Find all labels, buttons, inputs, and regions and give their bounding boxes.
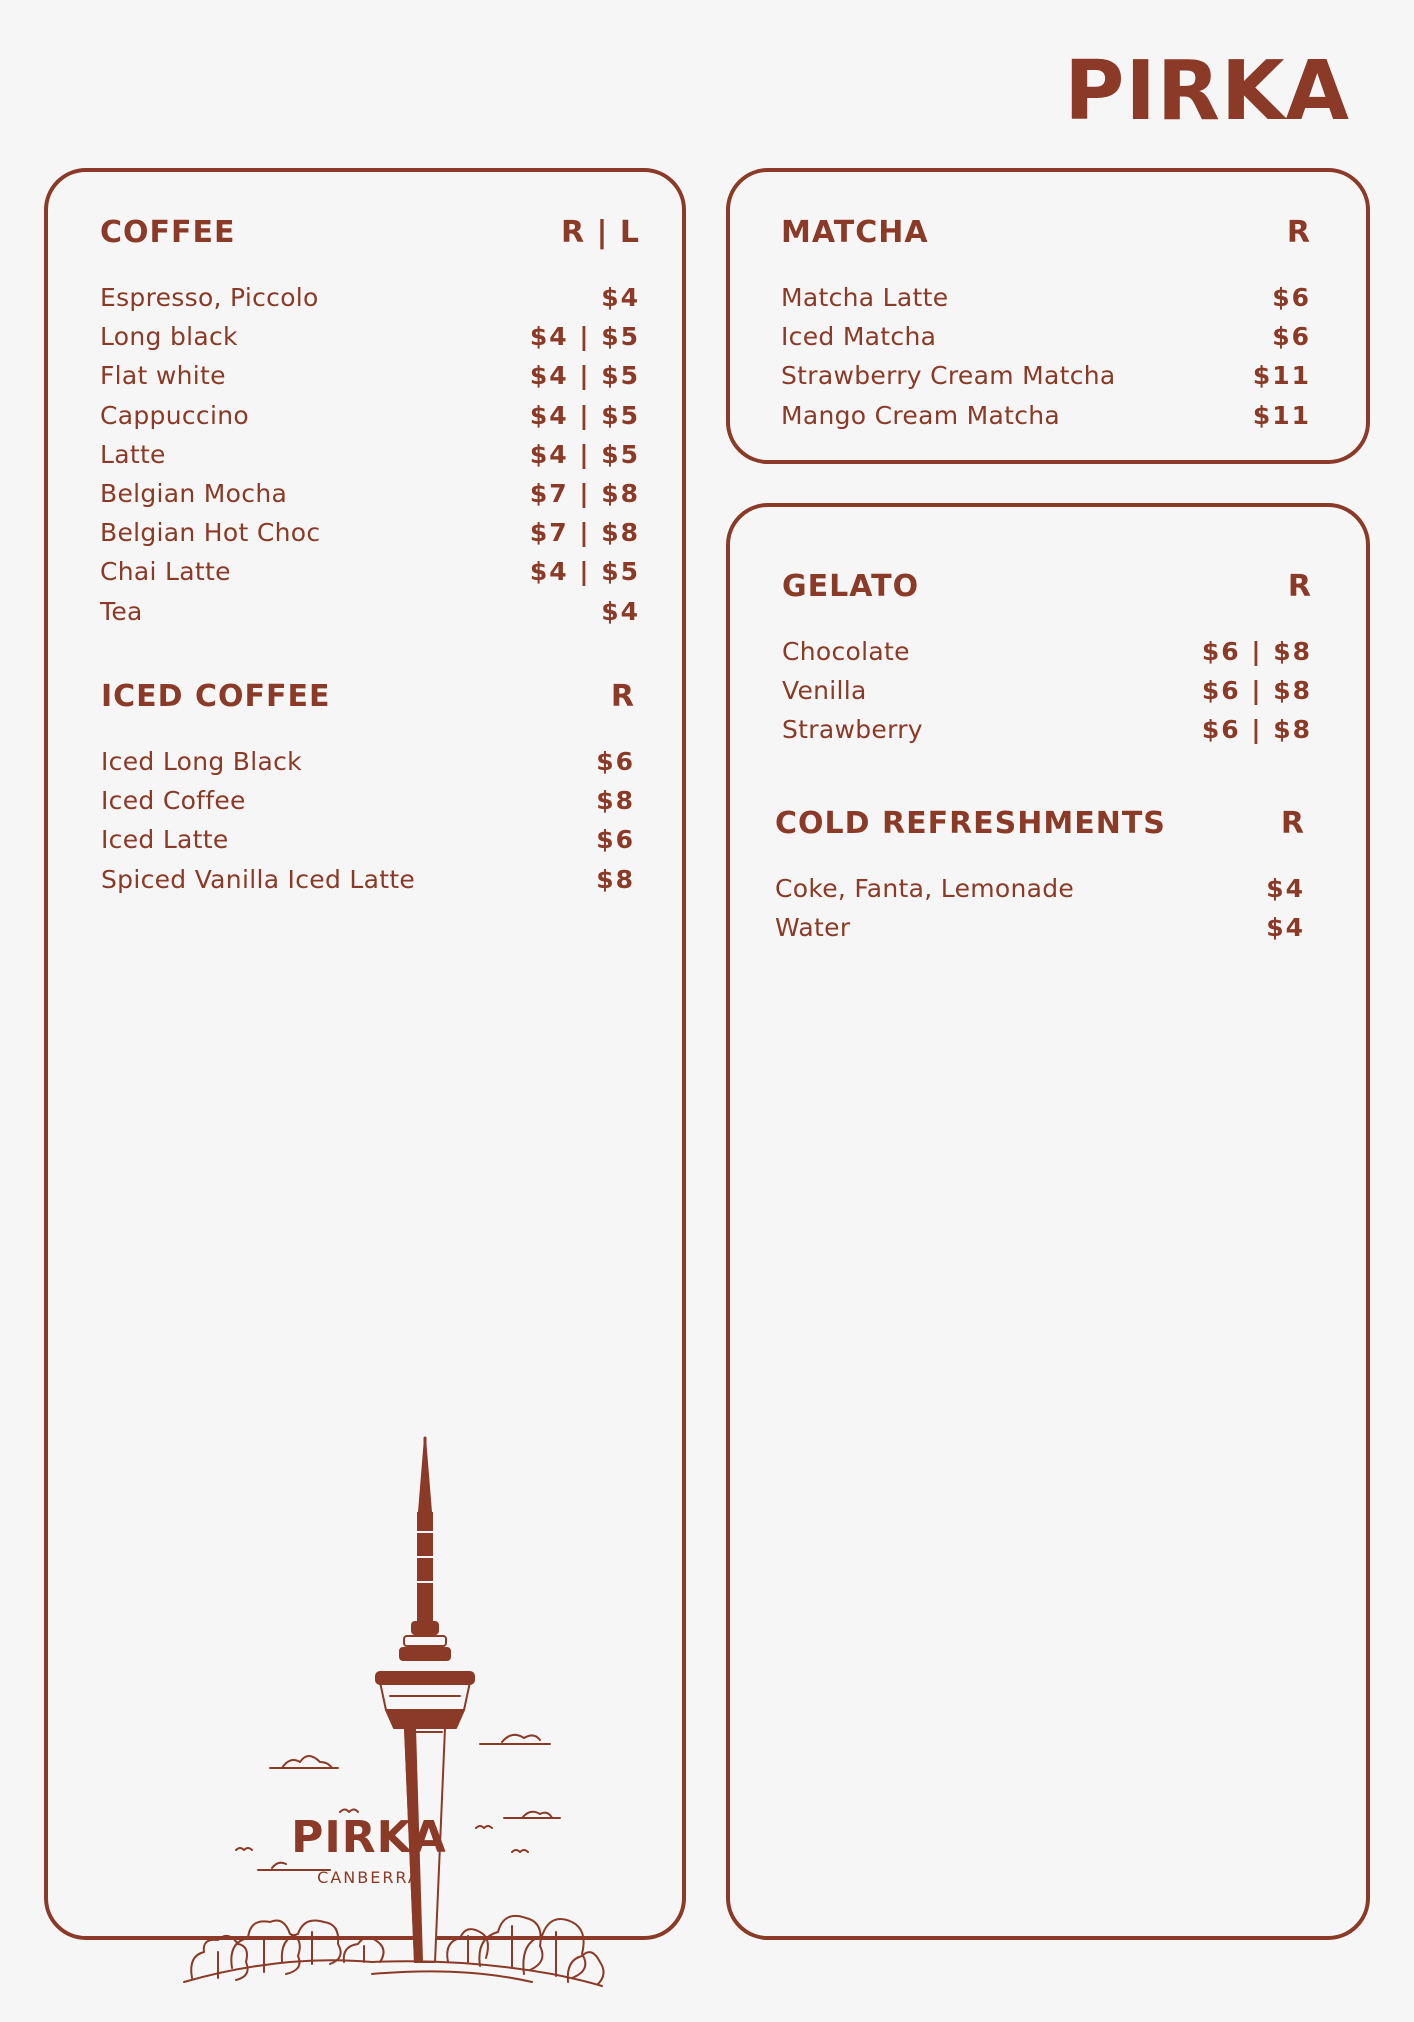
matcha-panel — [726, 168, 1370, 464]
size-label: R — [1287, 568, 1312, 604]
item-price: $4 | $5 — [529, 557, 640, 587]
item-name: Belgian Mocha — [100, 479, 288, 509]
menu-item — [100, 513, 640, 552]
item-name: Strawberry — [782, 715, 923, 745]
menu-item — [100, 356, 640, 395]
item-price: $6 — [1272, 322, 1311, 352]
iced-coffee-section — [101, 676, 635, 899]
section-title: COFFEE — [100, 214, 236, 250]
size-label: R — [1280, 805, 1305, 841]
item-price: $6 — [1272, 283, 1311, 313]
size-label: R — [610, 678, 635, 714]
item-name: Water — [775, 913, 851, 943]
section-title: ICED COFFEE — [101, 678, 331, 714]
item-price: $8 — [596, 786, 635, 816]
menu-item — [782, 671, 1312, 710]
size-label: R — [1286, 214, 1311, 250]
item-name: Mango Cream Matcha — [781, 400, 1061, 430]
item-price: $6 | $8 — [1201, 715, 1312, 745]
coffee-header — [100, 212, 640, 252]
matcha-section — [781, 212, 1311, 435]
matcha-header — [781, 212, 1311, 252]
item-name: Venilla — [782, 676, 867, 706]
item-name: Espresso, Piccolo — [100, 283, 319, 313]
menu-item — [100, 435, 640, 474]
menu-item — [781, 396, 1311, 435]
item-price: $6 — [596, 747, 635, 777]
item-name: Coke, Fanta, Lemonade — [775, 874, 1075, 904]
item-price: $7 | $8 — [529, 479, 640, 509]
item-price: $11 — [1252, 361, 1311, 391]
item-price: $4 — [1266, 874, 1305, 904]
item-price: $4 | $5 — [529, 322, 640, 352]
menu-item — [100, 474, 640, 513]
menu-item — [100, 592, 640, 631]
item-name: Strawberry Cream Matcha — [781, 361, 1116, 391]
item-price: $4 — [601, 283, 640, 313]
brand-title: PIRKA — [1064, 44, 1350, 139]
footer-logo: PIRKA — [291, 1812, 447, 1863]
coffee-panel — [44, 168, 686, 1940]
item-price: $4 — [601, 596, 640, 626]
item-name: Iced Latte — [101, 825, 229, 855]
item-price: $4 | $5 — [529, 361, 640, 391]
item-name: Iced Matcha — [781, 322, 937, 352]
section-title: GELATO — [782, 568, 920, 604]
item-price: $6 | $8 — [1201, 676, 1312, 706]
menu-item — [101, 781, 635, 820]
menu-item — [775, 869, 1305, 908]
gelato-panel — [726, 503, 1370, 1940]
item-price: $4 | $5 — [529, 439, 640, 469]
item-name: Chai Latte — [100, 557, 231, 587]
menu-item — [100, 278, 640, 317]
tower-illustration — [132, 1262, 612, 2022]
menu-item — [781, 317, 1311, 356]
item-name: Belgian Hot Choc — [100, 518, 321, 548]
item-price: $4 | $5 — [529, 400, 640, 430]
menu-item — [100, 317, 640, 356]
item-name: Iced Long Black — [101, 747, 302, 777]
item-name: Latte — [100, 439, 166, 469]
section-title: MATCHA — [781, 214, 929, 250]
item-name: Tea — [100, 596, 143, 626]
item-price: $6 — [596, 825, 635, 855]
gelato-header — [782, 566, 1312, 606]
item-name: Spiced Vanilla Iced Latte — [101, 864, 416, 894]
section-title: COLD REFRESHMENTS — [775, 805, 1166, 841]
menu-item — [101, 820, 635, 859]
item-name: Long black — [100, 322, 238, 352]
size-label: R | L — [560, 214, 640, 250]
footer-city: CANBERRA — [317, 1868, 421, 1887]
item-name: Iced Coffee — [101, 786, 246, 816]
menu-item — [781, 278, 1311, 317]
menu-item — [101, 742, 635, 781]
menu-item — [782, 710, 1312, 749]
menu-item — [101, 860, 635, 899]
item-price: $6 | $8 — [1201, 637, 1312, 667]
item-name: Flat white — [100, 361, 226, 391]
menu-item — [100, 396, 640, 435]
item-price: $4 — [1266, 913, 1305, 943]
menu-item — [782, 632, 1312, 671]
item-price: $8 — [596, 864, 635, 894]
iced-coffee-header — [101, 676, 635, 716]
item-name: Matcha Latte — [781, 283, 949, 313]
item-price: $7 | $8 — [529, 518, 640, 548]
menu-item — [781, 356, 1311, 395]
gelato-section — [782, 566, 1312, 750]
menu-item — [100, 552, 640, 591]
coffee-section — [100, 212, 640, 631]
item-name: Cappuccino — [100, 400, 249, 430]
item-price: $11 — [1252, 400, 1311, 430]
item-name: Chocolate — [782, 637, 910, 667]
menu-item — [775, 908, 1305, 947]
cold-refreshments-section — [775, 803, 1305, 947]
cold-refreshments-header — [775, 803, 1305, 843]
